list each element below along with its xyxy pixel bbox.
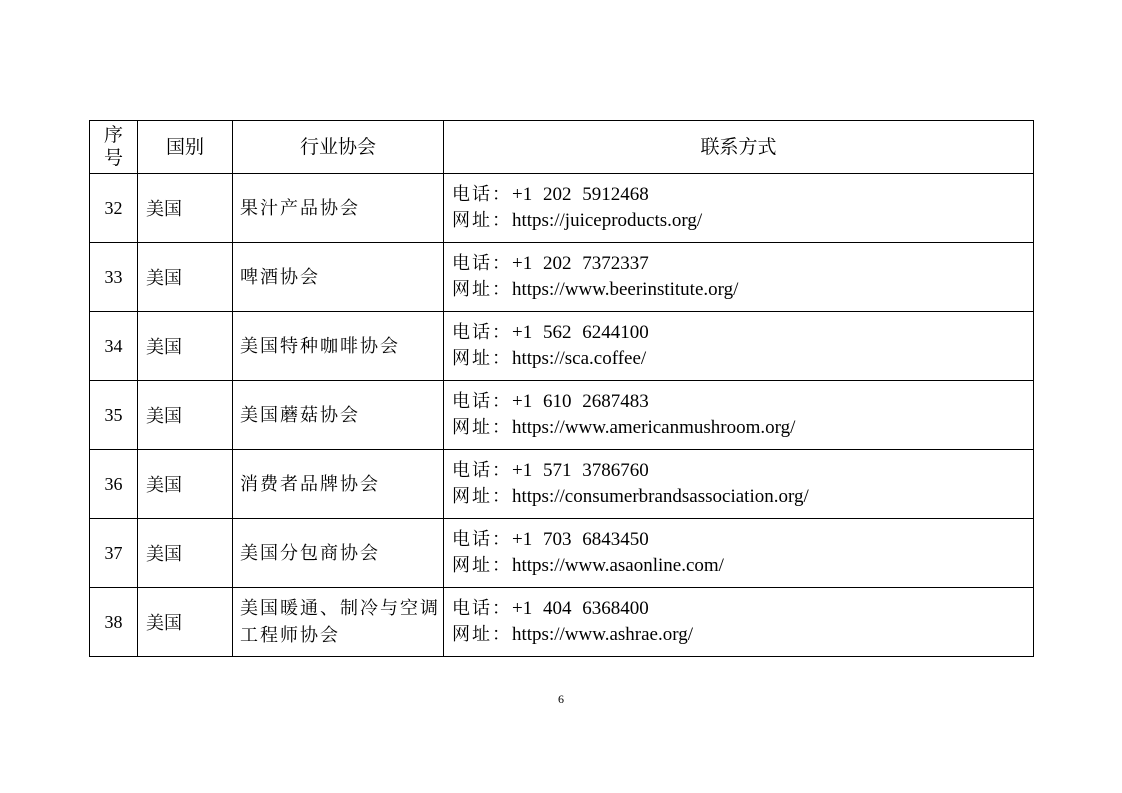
contact-cell [444,381,1034,450]
header-country: 国别 [138,121,233,174]
phone-value: +1 404 6368400 [512,598,649,619]
country-cell: 美国 [138,243,233,312]
website-label: 网址： [452,624,512,645]
association-name-cell: 美国蘑菇协会 [233,381,444,450]
phone-line [452,182,1033,208]
phone-value: +1 202 7372337 [512,253,649,274]
country-cell: 美国 [138,312,233,381]
table-row [90,312,1034,381]
phone-value: +1 202 5912468 [512,184,649,205]
phone-label: 电话： [452,460,512,481]
serial-number-cell: 34 [90,312,138,381]
serial-number-cell: 37 [90,519,138,588]
serial-number-cell: 38 [90,588,138,657]
phone-label: 电话： [452,184,512,205]
country-cell: 美国 [138,174,233,243]
website-line [452,415,1033,441]
phone-value: +1 562 6244100 [512,322,649,343]
phone-line [452,596,1033,622]
phone-value: +1 571 3786760 [512,460,649,481]
website-value[interactable]: https://juiceproducts.org/ [512,210,703,231]
website-value[interactable]: https://consumerbrandsassociation.org/ [512,486,809,507]
association-name-cell: 美国特种咖啡协会 [233,312,444,381]
contact-cell [444,519,1034,588]
phone-line [452,251,1033,277]
contact-cell [444,312,1034,381]
phone-label: 电话： [452,322,512,343]
association-name-cell: 美国暖通、制冷与空调工程师协会 [233,588,444,657]
table-row [90,450,1034,519]
contact-cell [444,243,1034,312]
website-line [452,622,1033,648]
website-label: 网址： [452,279,512,300]
table-row [90,588,1034,657]
header-contact: 联系方式 [444,121,1034,174]
phone-value: +1 703 6843450 [512,529,649,550]
phone-line [452,458,1033,484]
association-name-cell: 美国分包商协会 [233,519,444,588]
table-header-row [90,121,1034,174]
table-row [90,381,1034,450]
country-cell: 美国 [138,381,233,450]
country-cell: 美国 [138,588,233,657]
country-cell: 美国 [138,519,233,588]
table-row [90,243,1034,312]
website-value[interactable]: https://www.beerinstitute.org/ [512,279,739,300]
phone-line [452,389,1033,415]
country-cell: 美国 [138,450,233,519]
website-line [452,346,1033,372]
website-label: 网址： [452,210,512,231]
phone-label: 电话： [452,529,512,550]
contact-cell [444,588,1034,657]
header-association: 行业协会 [233,121,444,174]
association-contact-table [89,120,1034,657]
website-label: 网址： [452,417,512,438]
contact-cell [444,174,1034,243]
header-serial-number: 序号 [90,121,138,174]
contact-cell [444,450,1034,519]
serial-number-cell: 36 [90,450,138,519]
serial-number-cell: 35 [90,381,138,450]
phone-line [452,320,1033,346]
phone-value: +1 610 2687483 [512,391,649,412]
website-line [452,553,1033,579]
website-value[interactable]: https://sca.coffee/ [512,348,647,369]
phone-label: 电话： [452,391,512,412]
phone-label: 电话： [452,253,512,274]
website-line [452,277,1033,303]
website-value[interactable]: https://www.ashrae.org/ [512,624,694,645]
website-value[interactable]: https://www.americanmushroom.org/ [512,417,796,438]
website-label: 网址： [452,486,512,507]
association-name-cell: 果汁产品协会 [233,174,444,243]
page-number: 6 [558,692,564,706]
website-value[interactable]: https://www.asaonline.com/ [512,555,724,576]
table-row [90,519,1034,588]
phone-label: 电话： [452,598,512,619]
website-line [452,208,1033,234]
association-name-cell: 啤酒协会 [233,243,444,312]
website-line [452,484,1033,510]
serial-number-cell: 32 [90,174,138,243]
serial-number-cell: 33 [90,243,138,312]
table-row [90,174,1034,243]
website-label: 网址： [452,348,512,369]
association-name-cell: 消费者品牌协会 [233,450,444,519]
phone-line [452,527,1033,553]
website-label: 网址： [452,555,512,576]
